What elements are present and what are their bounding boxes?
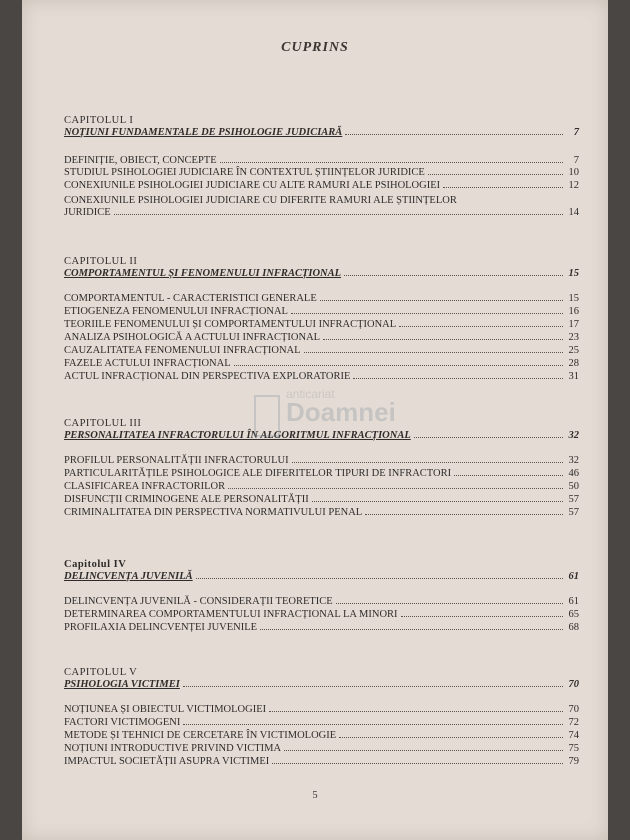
toc-item-page: 61: [568, 596, 579, 607]
toc-item-label: STUDIUL PSIHOLOGIEI JUDICIARE ÎN CONTEXTUL ȘTIINȚELOR JURIDICE: [64, 167, 425, 178]
chapter-page: 32: [568, 430, 579, 441]
toc-item-page: 17: [568, 319, 579, 330]
toc-item-label: NOȚIUNEA ȘI OBIECTUL VICTIMOLOGIEI: [64, 704, 267, 715]
watermark-logo: [254, 383, 424, 443]
chapter-title-label: COMPORTAMENTUL ȘI FENOMENULUI INFRACȚIONAL: [64, 268, 342, 279]
toc-item-label: ACTUL INFRACȚIONAL DIN PERSPECTIVA EXPLORATORIE: [64, 371, 351, 382]
watermark-frame: [254, 395, 280, 437]
toc-item: [64, 756, 579, 768]
toc-item-label: DEFINIȚIE, OBIECT, CONCEPTE: [64, 155, 217, 166]
toc-item-page: 70: [568, 704, 579, 715]
toc-item-label: DELINCVENȚA JUVENILĂ - CONSIDERAȚII TEORETICE: [64, 596, 333, 607]
toc-item: [64, 155, 579, 167]
toc-item-page: 23: [568, 332, 579, 343]
toc-item-page: 65: [568, 609, 579, 620]
toc-item-page: 32: [568, 455, 579, 466]
watermark-big-text: Doamnei: [286, 397, 396, 427]
chapter-5-head: CAPITOLUL V: [64, 667, 138, 678]
toc-item-page: 7: [573, 155, 579, 166]
toc-item: [64, 730, 579, 742]
toc-item-label: PROFILUL PERSONALITĂȚII INFRACTORULUI: [64, 455, 289, 466]
toc-item-page: 57: [568, 507, 579, 518]
toc-item: [64, 704, 579, 716]
toc-item-label: TEORIILE FENOMENULUI ȘI COMPORTAMENTULUI INFRACȚIONAL: [64, 319, 397, 330]
watermark-small-text: anticariat: [286, 387, 335, 401]
toc-item-page: 16: [568, 306, 579, 317]
toc-item-page: 46: [568, 468, 579, 479]
toc-item-page: 74: [568, 730, 579, 741]
toc-item-label: CLASIFICAREA INFRACTORILOR: [64, 481, 226, 492]
toc-item-page: 72: [568, 717, 579, 728]
toc-item: [64, 167, 579, 179]
toc-item: [64, 195, 579, 219]
toc-item-page: 15: [568, 293, 579, 304]
chapter-page: 70: [568, 679, 579, 690]
toc-item-label: PARTICULARITĂȚILE PSIHOLOGICE ALE DIFERITELOR TIPURI DE INFRACTORI: [64, 468, 452, 479]
chapter-1-title: [64, 127, 579, 139]
toc-item: [64, 293, 579, 305]
toc-item-label: CONEXIUNILE PSIHOLOGIEI JUDICIARE CU DIFERITE RAMURI ALE ȘTIINȚELOR: [64, 195, 457, 206]
chapter-page: 61: [568, 571, 579, 582]
toc-item: [64, 358, 579, 370]
toc-item-label: CONEXIUNILE PSIHOLOGIEI JUDICIARE CU ALTE RAMURI ALE PSIHOLOGIEI: [64, 180, 441, 191]
chapter-4-head: Capitolul IV: [64, 559, 127, 570]
chapter-1-head: CAPITOLUL I: [64, 115, 134, 126]
toc-item: [64, 319, 579, 331]
toc-item: [64, 622, 579, 634]
toc-item-page: 31: [568, 371, 579, 382]
toc-item: [64, 507, 579, 519]
toc-item: [64, 494, 579, 506]
toc-item-label: METODE ȘI TEHNICI DE CERCETARE ÎN VICTIMOLOGIE: [64, 730, 337, 741]
chapter-3-head: CAPITOLUL III: [64, 418, 142, 429]
toc-item-label: CRIMINALITATEA DIN PERSPECTIVA NORMATIVULUI PENAL: [64, 507, 363, 518]
document-page: [22, 0, 608, 840]
toc-item: [64, 609, 579, 621]
chapter-2-title: [64, 268, 579, 280]
toc-item-label: DISFUNCȚII CRIMINOGENE ALE PERSONALITĂȚII: [64, 494, 309, 505]
toc-item-page: 25: [568, 345, 579, 356]
toc-item-page: 14: [568, 207, 579, 218]
toc-item-page: 10: [568, 167, 579, 178]
toc-item-page: 12: [568, 180, 579, 191]
toc-item: [64, 306, 579, 318]
toc-item: [64, 345, 579, 357]
toc-item-page: 68: [568, 622, 579, 633]
toc-item: [64, 481, 579, 493]
toc-item: [64, 180, 579, 192]
toc-item-label: IMPACTUL SOCIETĂȚII ASUPRA VICTIMEI: [64, 756, 270, 767]
toc-item: [64, 455, 579, 467]
chapter-page: 15: [568, 268, 579, 279]
toc-item-label: FACTORI VICTIMOGENI: [64, 717, 181, 728]
toc-item: [64, 371, 579, 383]
toc-item-page: 75: [568, 743, 579, 754]
toc-item-page: 79: [568, 756, 579, 767]
toc-item-label: CAUZALITATEA FENOMENULUI INFRACȚIONAL: [64, 345, 301, 356]
toc-item-label: PROFILAXIA DELINCVENȚEI JUVENILE: [64, 622, 258, 633]
toc-item-label: DETERMINAREA COMPORTAMENTULUI INFRACȚIONAL LA MINORI: [64, 609, 398, 620]
chapter-title-label: PSIHOLOGIA VICTIMEI: [64, 679, 180, 690]
toc-item-label-cont: JURIDICE: [64, 207, 111, 218]
page-number: 5: [312, 790, 318, 801]
chapter-title-label: PERSONALITATEA INFRACTORULUI ÎN ALGORITMUL INFRACȚIONAL: [64, 430, 411, 441]
chapter-page: 7: [573, 127, 579, 138]
chapter-title-label: DELINCVENȚA JUVENILĂ: [64, 571, 193, 582]
toc-item-label: ANALIZA PSIHOLOGICĂ A ACTULUI INFRACȚIONAL: [64, 332, 321, 343]
toc-item: [64, 743, 579, 755]
chapter-2-head: CAPITOLUL II: [64, 256, 138, 267]
toc-item-page: 57: [568, 494, 579, 505]
toc-item: [64, 717, 579, 729]
toc-item: [64, 332, 579, 344]
toc-item: [64, 596, 579, 608]
toc-item-label: ETIOGENEZA FENOMENULUI INFRACȚIONAL: [64, 306, 288, 317]
toc-item-page: 50: [568, 481, 579, 492]
toc-item-label: COMPORTAMENTUL - CARACTERISTICI GENERALE: [64, 293, 317, 304]
toc-item-page: 28: [568, 358, 579, 369]
toc-item: [64, 468, 579, 480]
page-title: CUPRINS: [281, 40, 349, 55]
chapter-5-title: [64, 679, 579, 691]
chapter-title-label: NOȚIUNI FUNDAMENTALE DE PSIHOLOGIE JUDICIARĂ: [64, 127, 343, 138]
toc-item-label: FAZELE ACTULUI INFRACȚIONAL: [64, 358, 231, 369]
chapter-4-title: [64, 571, 579, 583]
toc-item-label: NOȚIUNI INTRODUCTIVE PRIVIND VICTIMA: [64, 743, 282, 754]
